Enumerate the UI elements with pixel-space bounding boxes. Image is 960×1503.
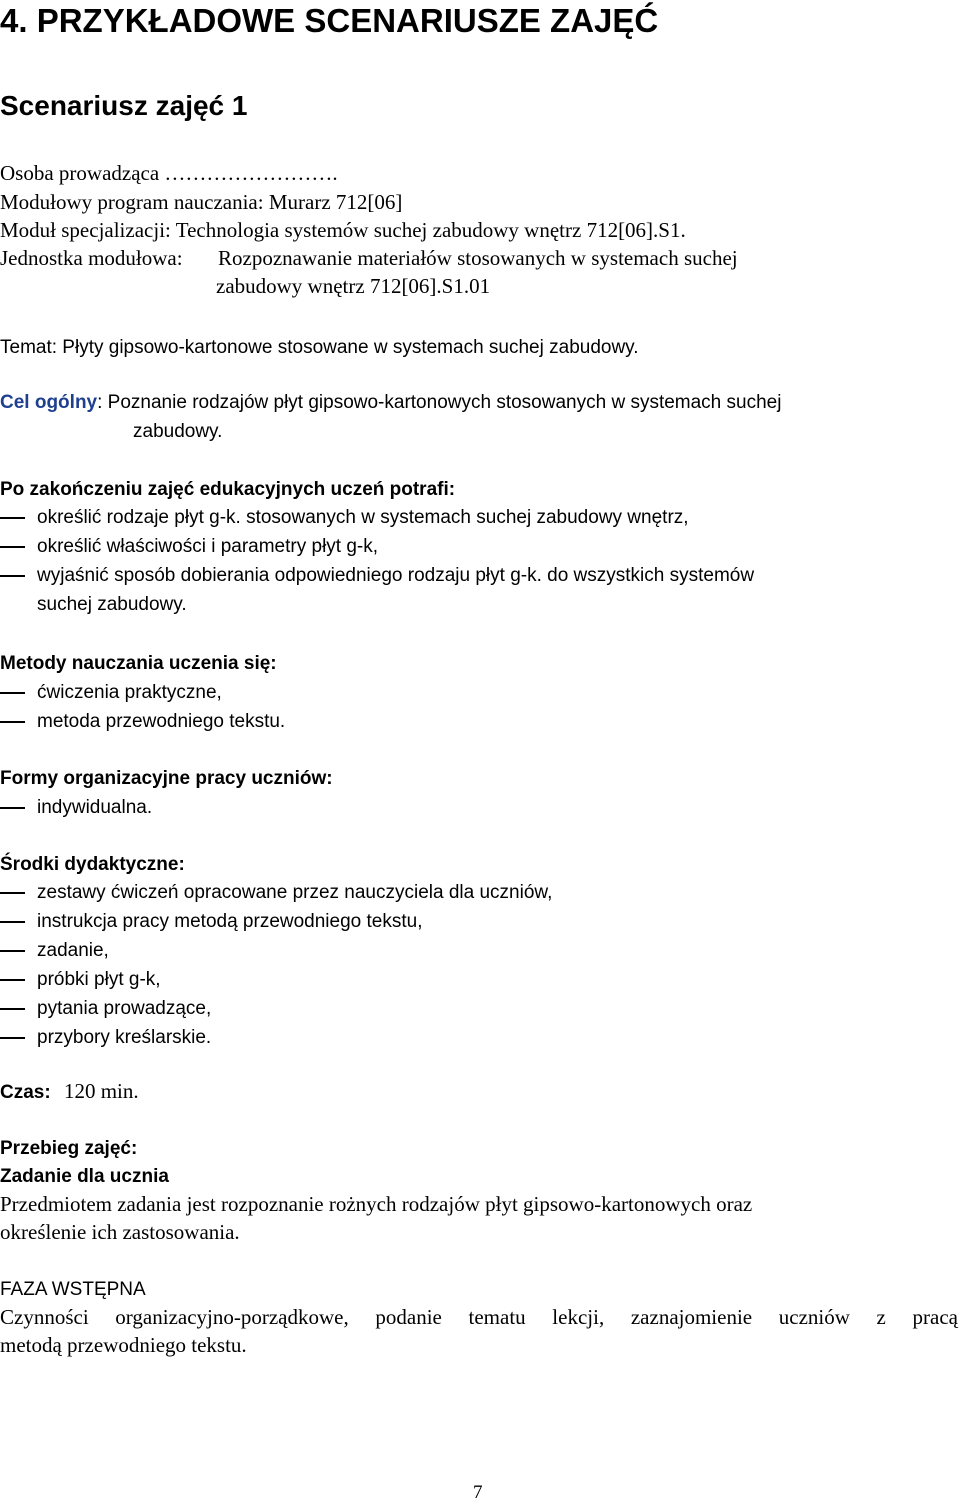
list-item: pytania prowadzące, (0, 994, 552, 1023)
list-item-continuation: suchej zabudowy. (37, 594, 187, 615)
outcomes-heading: Po zakończeniu zajęć edukacyjnych uczeń potrafi: (0, 479, 456, 500)
outcomes-list (0, 503, 754, 619)
dash-bullet-icon (0, 546, 25, 548)
list-item: metoda przewodniego tekstu. (0, 707, 285, 736)
dash-bullet-icon (0, 921, 25, 923)
dash-bullet-icon (0, 892, 25, 894)
module-line: Moduł specjalizacji: Technologia systemów suchej zabudowy wnętrz 712[06].S1. (0, 218, 686, 242)
list-item: wyjaśnić sposób dobierania odpowiedniego rodzaju płyt g-k. do wszystkich systemów (0, 561, 754, 590)
program-line: Modułowy program nauczania: Murarz 712[06] (0, 190, 403, 214)
time-line (0, 1077, 139, 1107)
dash-bullet-icon (0, 1008, 25, 1010)
dash-bullet-icon (0, 979, 25, 981)
time-value: 120 min. (63, 1079, 139, 1103)
methods-list (0, 678, 285, 736)
task-line-2: określenie ich zastosowania. (0, 1220, 240, 1244)
list-item: zestawy ćwiczeń opracowane przez nauczyciela dla uczniów, (0, 878, 552, 907)
list-item: określić rodzaje płyt g-k. stosowanych w systemach suchej zabudowy wnętrz, (0, 503, 754, 532)
intro-phase-line-1: Czynności organizacyjno-porządkowe, podanie tematu lekcji, zaznajomienie uczniów z pracą (0, 1305, 958, 1329)
general-goal-line-2: zabudowy. (133, 421, 223, 442)
general-goal-line-1 (0, 388, 781, 417)
task-line-1: Przedmiotem zadania jest rozpoznanie rożnych rodzajów płyt gipsowo-kartonowych oraz (0, 1192, 753, 1216)
course-heading: Przebieg zajęć: (0, 1138, 138, 1159)
dash-bullet-icon (0, 950, 25, 952)
page-number: 7 (473, 1482, 483, 1503)
scenario-title: Scenariusz zajęć 1 (0, 90, 248, 121)
list-item: ćwiczenia praktyczne, (0, 678, 285, 707)
aids-heading: Środki dydaktyczne: (0, 854, 185, 875)
aids-list (0, 878, 552, 1052)
methods-heading: Metody nauczania uczenia się: (0, 653, 277, 674)
list-item: próbki płyt g-k, (0, 965, 552, 994)
unit-line-1: Rozpoznawanie materiałów stosowanych w systemach suchej (218, 246, 738, 270)
list-item: zadanie, (0, 936, 552, 965)
unit-line-2: zabudowy wnętrz 712[06].S1.01 (216, 274, 491, 298)
intro-phase-line-2: metodą przewodniego tekstu. (0, 1333, 247, 1357)
task-heading: Zadanie dla ucznia (0, 1166, 169, 1187)
list-item: instrukcja pracy metodą przewodniego tekstu, (0, 907, 552, 936)
list-item: określić właściwości i parametry płyt g-k, (0, 532, 754, 561)
dash-bullet-icon (0, 575, 25, 577)
teacher-line: Osoba prowadząca ……………………. (0, 161, 338, 185)
dash-bullet-icon (0, 517, 25, 519)
unit-label: Jednostka modułowa: (0, 246, 183, 270)
time-label: Czas: (0, 1082, 51, 1103)
dash-bullet-icon (0, 1037, 25, 1039)
intro-phase-heading: FAZA WSTĘPNA (0, 1279, 146, 1300)
chapter-title: 4. PRZYKŁADOWE SCENARIUSZE ZAJĘĆ (0, 2, 659, 39)
list-item: indywidualna. (0, 793, 152, 822)
topic-line: Temat: Płyty gipsowo-kartonowe stosowane w systemach suchej zabudowy. (0, 337, 639, 358)
general-goal-text: : Poznanie rodzajów płyt gipsowo-kartonowych stosowanych w systemach suchej (97, 392, 782, 413)
dash-bullet-icon (0, 807, 25, 809)
dash-bullet-icon (0, 692, 25, 694)
dash-bullet-icon (0, 721, 25, 723)
forms-list (0, 793, 152, 822)
list-item: przybory kreślarskie. (0, 1023, 552, 1052)
forms-heading: Formy organizacyjne pracy uczniów: (0, 768, 333, 789)
general-goal-label: Cel ogólny (0, 392, 98, 413)
